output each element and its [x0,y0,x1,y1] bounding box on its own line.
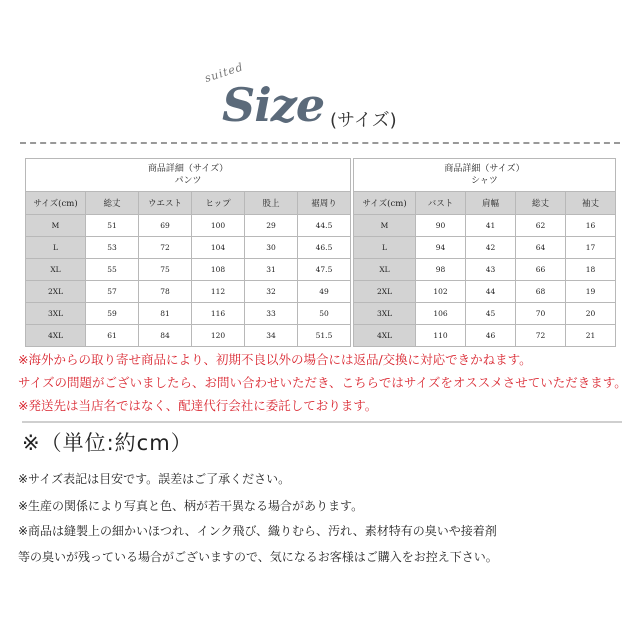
table-cell: 100 [192,215,245,237]
table-cell: 66 [516,259,566,281]
table-cell: 44 [466,281,516,303]
table-cell: 106 [416,303,466,325]
size-label-cell: 4XL [26,325,86,347]
table-row [354,281,616,303]
size-label-cell: 4XL [354,325,416,347]
table-row [354,325,616,347]
column-header: 肩幅 [466,192,516,215]
column-header: 股上 [245,192,298,215]
table-cell: 42 [466,237,516,259]
table-row [26,303,351,325]
table-cell: 61 [86,325,139,347]
table-cell: 47.5 [298,259,351,281]
table-cell: 18 [566,259,616,281]
table-cell: 33 [245,303,298,325]
unit-label: ※（単位:約cm） [22,431,193,455]
table-cell: 62 [516,215,566,237]
size-title: Size [222,78,325,132]
quality-disclaimer-note: ※商品は縫製上の細かいほつれ、インク飛び、織りむら、汚れ、素材特有の臭いや接着剤 [18,524,497,538]
column-header: ヒップ [192,192,245,215]
table-cell: 17 [566,237,616,259]
size-label-cell: 2XL [354,281,416,303]
table-cell: 30 [245,237,298,259]
table-cell: 46.5 [298,237,351,259]
suited-script-text: suited [202,60,246,85]
shirt-header-row [354,192,616,215]
column-header: ウエスト [139,192,192,215]
size-label-cell: M [354,215,416,237]
table-row [354,237,616,259]
table-cell: 49 [298,281,351,303]
table-cell: 110 [416,325,466,347]
size-label-cell: XL [26,259,86,281]
table-cell: 32 [245,281,298,303]
table-row [26,325,351,347]
table-cell: 68 [516,281,566,303]
section-divider [22,421,622,423]
table-cell: 29 [245,215,298,237]
table-cell: 57 [86,281,139,303]
table-cell: 108 [192,259,245,281]
color-disclaimer-note: ※生産の関係により写真と色、柄が若干異なる場合があります。 [18,499,364,513]
table-cell: 98 [416,259,466,281]
table-cell: 104 [192,237,245,259]
table-cell: 50 [298,303,351,325]
table-cell: 34 [245,325,298,347]
size-label-cell: M [26,215,86,237]
table-cell: 81 [139,303,192,325]
pants-header-row [26,192,351,215]
column-header: 総丈 [516,192,566,215]
table-cell: 43 [466,259,516,281]
size-label-cell: L [354,237,416,259]
table-row [354,215,616,237]
table-cell: 19 [566,281,616,303]
header-divider [20,142,620,144]
shipping-note: ※発送先は当店名ではなく、配達代行会社に委託しております。 [18,398,378,413]
table-cell: 46 [466,325,516,347]
table-cell: 75 [139,259,192,281]
size-label-cell: 2XL [26,281,86,303]
table-cell: 21 [566,325,616,347]
table-cell: 102 [416,281,466,303]
quality-disclaimer-note-cont: 等の臭いが残っている場合がございますので、気になるお客様はご購入をお控え下さい。 [18,550,498,564]
pants-size-table [25,158,351,347]
size-label-cell: 3XL [26,303,86,325]
table-cell: 31 [245,259,298,281]
shirt-table-title [354,159,616,192]
table-cell: 64 [516,237,566,259]
table-cell: 59 [86,303,139,325]
column-header: 総丈 [86,192,139,215]
table-cell: 20 [566,303,616,325]
table-row [26,237,351,259]
table-row [354,259,616,281]
table-cell: 16 [566,215,616,237]
table-cell: 55 [86,259,139,281]
pants-title-text: 商品詳細（サイズ） [147,164,229,174]
table-cell: 84 [139,325,192,347]
table-cell: 78 [139,281,192,303]
column-header: バスト [416,192,466,215]
pants-subtitle-text: パンツ [174,176,202,186]
table-cell: 45 [466,303,516,325]
size-label-cell: L [26,237,86,259]
table-cell: 51.5 [298,325,351,347]
shirt-title-text: 商品詳細（サイズ） [444,164,525,174]
table-row [26,215,351,237]
column-header: 裾周り [298,192,351,215]
table-row [26,281,351,303]
table-row [354,303,616,325]
table-cell: 41 [466,215,516,237]
table-cell: 90 [416,215,466,237]
size-disclaimer-note: ※サイズ表記は目安です。誤差はご了承ください。 [18,472,291,486]
table-cell: 72 [516,325,566,347]
table-cell: 116 [192,303,245,325]
column-header: 袖丈 [566,192,616,215]
table-row [26,259,351,281]
column-header: サイズ(cm) [26,192,86,215]
size-label-cell: 3XL [354,303,416,325]
table-cell: 53 [86,237,139,259]
table-cell: 120 [192,325,245,347]
shirt-subtitle-text: シャツ [471,176,498,186]
shirt-size-table [353,158,616,347]
size-subtitle: (サイズ) [330,110,397,131]
table-cell: 51 [86,215,139,237]
table-cell: 72 [139,237,192,259]
table-cell: 112 [192,281,245,303]
column-header: サイズ(cm) [354,192,416,215]
table-cell: 94 [416,237,466,259]
table-cell: 44.5 [298,215,351,237]
size-advice-note: サイズの問題がございましたら、お問い合わせいただき、こちらではサイズをオススメさせていただきます。 [18,375,627,390]
pants-table-title [26,159,351,192]
table-cell: 70 [516,303,566,325]
size-label-cell: XL [354,259,416,281]
return-policy-note: ※海外からの取り寄せ商品により、初期不良以外の場合には返品/交換に対応できかねます。 [18,352,532,367]
table-cell: 69 [139,215,192,237]
size-header [0,60,640,140]
